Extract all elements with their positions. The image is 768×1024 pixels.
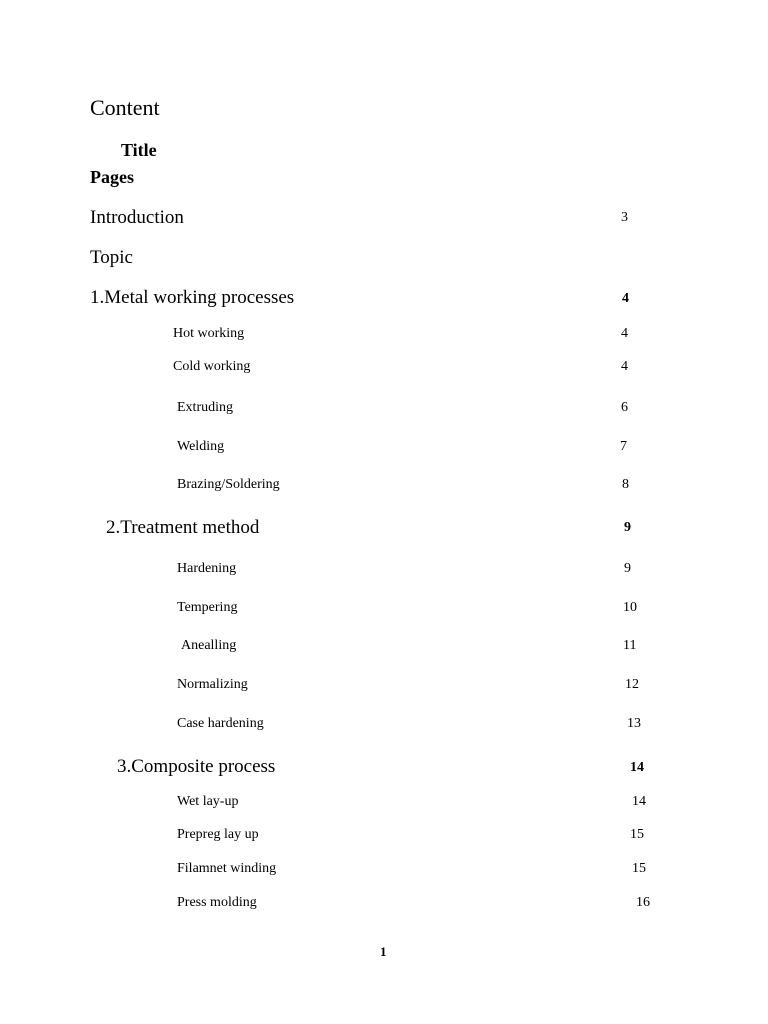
intro-page: 3 <box>621 210 628 225</box>
toc-item-page: 14 <box>632 794 646 809</box>
page-heading: Content <box>90 95 160 120</box>
toc-item: Wet lay-up <box>177 794 239 809</box>
column-title-header: Title <box>121 140 157 160</box>
column-pages-header: Pages <box>90 167 134 187</box>
section-3-label: 3.Composite process <box>117 756 276 777</box>
toc-item-page: 6 <box>621 400 628 415</box>
page-number: 1 <box>380 944 387 959</box>
toc-item: Filamnet winding <box>177 861 277 876</box>
toc-item: Extruding <box>177 400 233 415</box>
section-1-label: 1.Metal working processes <box>90 287 295 308</box>
toc-item-page: 8 <box>622 477 629 492</box>
toc-item-page: 9 <box>624 561 631 576</box>
toc-item: Cold working <box>173 359 251 374</box>
toc-item-page: 13 <box>627 716 641 731</box>
section-3-page: 14 <box>630 760 644 775</box>
toc-item: Normalizing <box>177 677 248 692</box>
toc-item: Tempering <box>177 600 238 615</box>
section-2-page: 9 <box>624 520 631 535</box>
toc-item-page: 10 <box>623 600 637 615</box>
toc-item: Hardening <box>177 561 237 576</box>
toc-item: Case hardening <box>177 716 264 731</box>
toc-item-page: 15 <box>630 827 644 842</box>
toc-item-page: 4 <box>621 359 628 374</box>
toc-item: Hot working <box>173 326 245 341</box>
toc-item-page: 12 <box>625 677 639 692</box>
toc-item: Press molding <box>177 895 257 910</box>
toc-item-page: 4 <box>621 326 628 341</box>
toc-item: Anealling <box>181 638 237 653</box>
section-2-label: 2.Treatment method <box>106 517 260 538</box>
toc-item-page: 15 <box>632 861 646 876</box>
intro-label: Introduction <box>90 207 184 228</box>
toc-item-page: 16 <box>636 895 650 910</box>
toc-item: Welding <box>177 439 225 454</box>
toc-item: Prepreg lay up <box>177 827 259 842</box>
section-1-page: 4 <box>622 291 629 306</box>
toc-item-page: 11 <box>623 638 637 653</box>
topic-label: Topic <box>90 247 133 268</box>
toc-item: Brazing/Soldering <box>177 477 280 492</box>
toc-item-page: 7 <box>620 439 627 454</box>
